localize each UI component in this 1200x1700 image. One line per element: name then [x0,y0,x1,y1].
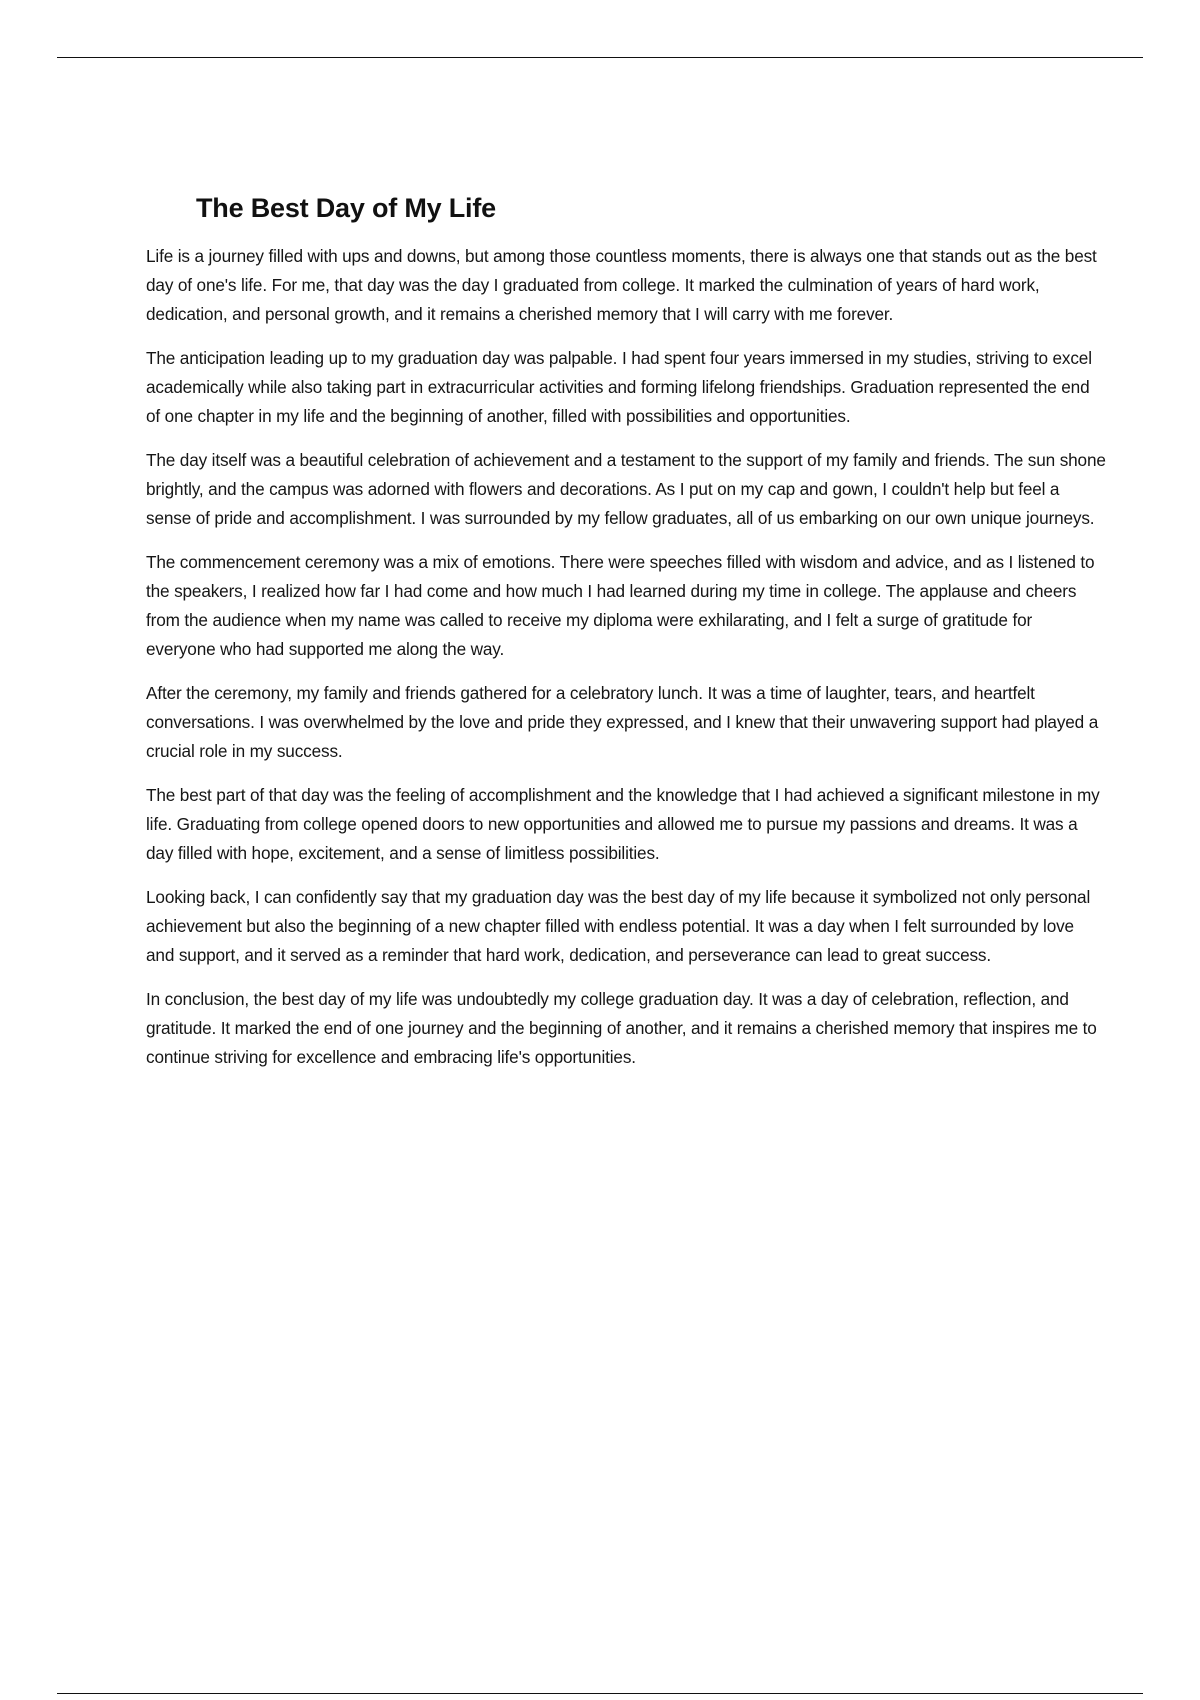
paragraph-anticipation: The anticipation leading up to my graduation day was palpable. I had spent four years immersed in my studies, striving to excel academically while also taking part in extracurricular activities and forming lifelong friendships. Graduation represented the end of one chapter in my life and the beginning of another, filled with possibilities and opportunities. [146,348,1092,426]
paragraph-best-part: The best part of that day was the feeling of accomplishment and the knowledge that I had achieved a significant milestone in my life. Graduating from college opened doors to new opportunities and allowed me to pursue my passions and dreams. It was a day filled with hope, excitement, and a sense of limitless possibilities. [146,785,1100,863]
page-top-rule [57,57,1143,58]
paragraph-ceremony: The commencement ceremony was a mix of emotions. There were speeches filled with wisdom and advice, and as I listened to the speakers, I realized how far I had come and how much I had learned during my time in college. The applause and cheers from the audience when my name was called to receive my diploma were exhilarating, and I felt a surge of gratitude for everyone who had supported me along the way. [146,552,1095,659]
page-bottom-rule [57,1693,1143,1694]
paragraph-the-day: The day itself was a beautiful celebration of achievement and a testament to the support of my family and friends. The sun shone brightly, and the campus was adorned with flowers and decorations. As I put on my cap and gown, I couldn't help but feel a sense of pride and accomplishment. I was surrounded by my fellow graduates, all of us embarking on our own unique journeys. [146,450,1106,528]
document-body [146,188,1106,1087]
paragraph-intro: Life is a journey filled with ups and downs, but among those countless moments, there is always one that stands out as the best day of one's life. For me, that day was the day I graduated from college. It marked the culmination of years of hard work, dedication, and personal growth, and it remains a cherished memory that I will carry with me forever. [146,246,1097,324]
paragraph-lunch: After the ceremony, my family and friends gathered for a celebratory lunch. It was a time of laughter, tears, and heartfelt conversations. I was overwhelmed by the love and pride they expressed, and I knew that their unwavering support had played a crucial role in my success. [146,683,1099,761]
paragraph-conclusion: In conclusion, the best day of my life was undoubtedly my college graduation day. It was a day of celebration, reflection, and gratitude. It marked the end of one journey and the beginning of another, and it remains a cherished memory that inspires me to continue striving for excellence and embracing life's opportunities. [146,989,1097,1067]
document-title: The Best Day of My Life [196,193,496,223]
paragraph-looking-back: Looking back, I can confidently say that my graduation day was the best day of my life because it symbolized not only personal achievement but also the beginning of a new chapter filled with endless potential. It was a day when I felt surrounded by love and support, and it served as a reminder that hard work, dedication, and perseverance can lead to great success. [146,887,1091,965]
